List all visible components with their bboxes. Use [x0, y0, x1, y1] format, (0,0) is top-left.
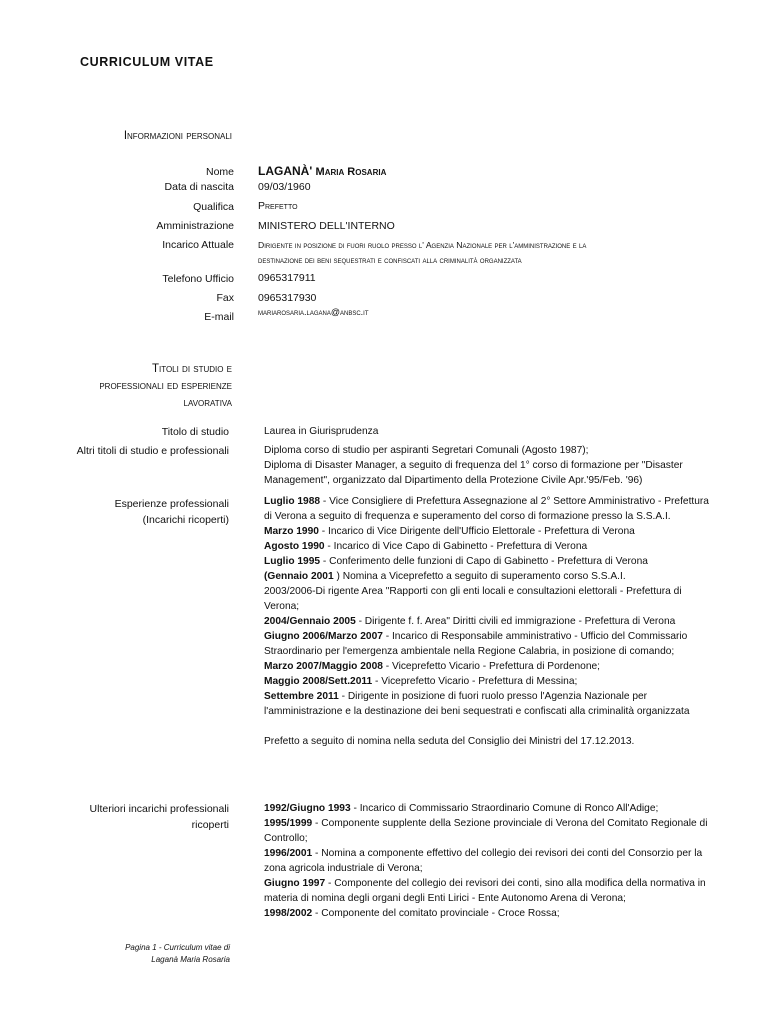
name-label: Nome: [205, 166, 234, 178]
entry-text: - Incarico di Commissario Straordinario Comune di Ronco All'Adige;: [350, 803, 659, 814]
experience-entry: [264, 614, 714, 629]
entry-text: - Conferimento delle funzioni di Capo di Gabinetto - Prefettura di Verona: [320, 556, 648, 567]
experience-closing: Prefetto a seguito di nomina nella seduta del Consiglio dei Ministri del 17.12.2013.: [264, 736, 635, 747]
further-label-line1: Ulteriori incarichi professionali: [89, 803, 229, 815]
administration-value: MINISTERO DELL'INTERNO: [258, 220, 395, 232]
qualification-value: Prefetto: [258, 200, 298, 212]
entry-text: 2003/2006-Di rigente Area "Rapporti con gli enti locali e consultazioni elettorali - Prefettura di Verona;: [264, 586, 682, 612]
current-role-line2: destinazione dei beni sequestrati e confiscati alla criminalità organizzata: [258, 255, 522, 265]
experience-label: [115, 496, 229, 528]
birth-label: Data di nascita: [164, 181, 234, 193]
further-roles-list: [264, 801, 714, 921]
entry-date: Maggio 2008/Sett.2011: [264, 676, 373, 687]
entry-text: - Incarico di Vice Capo di Gabinetto - Prefettura di Verona: [324, 541, 588, 552]
experience-entry: [264, 659, 714, 674]
other-titles-label: Altri titoli di studio e professionali: [76, 445, 229, 457]
entry-date: Settembre 2011: [264, 691, 339, 702]
administration-label: Amministrazione: [156, 220, 234, 232]
entry-date: Giugno 1997: [264, 878, 326, 889]
further-label-line2: ricoperti: [191, 819, 229, 831]
other-title-item: Diploma corso di studio per aspiranti Segretari Comunali (Agosto 1987);: [264, 445, 589, 456]
qualification-label: Qualifica: [193, 201, 234, 213]
further-entry: [264, 846, 714, 876]
footer-line2: Laganà Maria Rosaria: [151, 955, 230, 964]
entry-date: 1996/2001: [264, 848, 313, 859]
entry-text: - Componente supplente della Sezione provinciale di Verona del Comitato Regionale di Controllo;: [264, 818, 708, 844]
other-title-item: Management", organizzato dal Dipartimento della Protezione Civile Apr.'95/Feb. '96): [264, 475, 643, 486]
other-titles-list: [264, 443, 714, 488]
entry-date: Luglio 1988: [264, 496, 321, 507]
experience-label-line2: (Incarichi ricoperti): [142, 514, 229, 526]
experience-entry: [264, 524, 714, 539]
entry-text: - Nomina a componente effettivo del collegio dei revisori dei conti del Consorzio per la zona agricola industriale di Verona;: [264, 848, 703, 874]
degree-value: Laurea in Giurisprudenza: [264, 426, 379, 437]
entry-text: - Componente del collegio dei revisori dei conti, sino alla modifica della normativa in materia di nomina degli organi degli Enti Lirici - Ente Autonomo Arena di Verona;: [264, 878, 706, 904]
surname: LAGANÀ': [258, 164, 313, 178]
other-title-item: Diploma di Disaster Manager, a seguito di frequenza del 1° corso di formazione per "Disaster: [264, 460, 683, 471]
further-entry: [264, 816, 714, 846]
experience-entry: [264, 584, 714, 614]
experience-entry: [264, 629, 714, 659]
section-heading-studies: [0, 361, 232, 412]
experience-entry: [264, 554, 714, 569]
entry-text: - Componente del comitato provinciale - Croce Rossa;: [312, 908, 560, 919]
entry-date: Luglio 1995: [264, 556, 321, 567]
entry-text: - Incarico di Vice Dirigente dell'Ufficio Elettorale - Prefettura di Verona: [318, 526, 635, 537]
entry-text: - Viceprefetto Vicario - Prefettura di Messina;: [372, 676, 578, 687]
entry-text: - Dirigente in posizione di fuori ruolo presso l'Agenzia Nazionale per l'amministrazione e la destinazione dei beni sequestrati e confiscati alla criminalità organizzata: [264, 691, 690, 717]
experience-entry: [264, 569, 714, 584]
entry-date: 1992/Giugno 1993: [264, 803, 351, 814]
email-label: E-mail: [204, 311, 234, 323]
fax-label: Fax: [216, 292, 234, 304]
experience-entry: [264, 689, 714, 719]
experience-entry: [264, 674, 714, 689]
phone-label: Telefono Ufficio: [162, 273, 234, 285]
current-role-line1: Dirigente in posizione di fuori ruolo presso l' Agenzia Nazionale per l'amministrazione e la: [258, 240, 587, 250]
entry-date: (Gennaio 2001: [264, 571, 334, 582]
entry-date: Marzo 2007/Maggio 2008: [264, 661, 383, 672]
entry-text: - Viceprefetto Vicario - Prefettura di Pordenone;: [382, 661, 600, 672]
entry-date: 1998/2002: [264, 908, 313, 919]
name-value: [258, 164, 386, 178]
phone-value: 0965317911: [258, 272, 316, 284]
entry-text: - Vice Consigliere di Prefettura Assegnazione al 2° Settore Amministrativo - Prefettura di Verona a seguito di frequenza e superamento del corso di formazione presso la S.S.A.I.: [264, 496, 709, 522]
page-footer: [100, 942, 230, 966]
experience-entry: [264, 494, 714, 524]
fax-value: 0965317930: [258, 292, 317, 304]
studies-heading-line1: Titoli di studio e: [151, 363, 232, 375]
entry-date: 1995/1999: [264, 818, 313, 829]
section-heading-personal: Informazioni personali: [123, 130, 232, 142]
entry-text: ) Nomina a Viceprefetto a seguito di superamento corso S.S.A.I.: [333, 571, 626, 582]
studies-heading-line2: professionali ed esperienze: [99, 380, 232, 392]
experience-list: [264, 494, 714, 749]
entry-date: Marzo 1990: [264, 526, 319, 537]
studies-heading-line3: lavorativa: [183, 397, 232, 409]
further-roles-label: [90, 801, 229, 833]
further-entry: [264, 876, 714, 906]
experience-entry: [264, 539, 714, 554]
entry-date: 2004/Gennaio 2005: [264, 616, 356, 627]
further-entry: [264, 906, 714, 921]
entry-text: - Dirigente f. f. Area" Diritti civili ed immigrazione - Prefettura di Verona: [355, 616, 676, 627]
current-role-label: Incarico Attuale: [162, 239, 234, 251]
experience-label-line1: Esperienze professionali: [114, 498, 229, 510]
entry-date: Giugno 2006/Marzo 2007: [264, 631, 383, 642]
further-entry: [264, 801, 714, 816]
birth-value: 09/03/1960: [258, 181, 311, 193]
entry-date: Agosto 1990: [264, 541, 325, 552]
footer-line1: Pagina 1 - Curriculum vitae di: [125, 943, 230, 952]
entry-text: - Incarico di Responsabile amministrativo - Ufficio del Commissario Straordinario per l'emergenza ambientale nella Regione Calabria, in posizione di comando;: [264, 631, 688, 657]
document-title: CURRICULUM VITAE: [80, 55, 214, 69]
degree-label: Titolo di studio: [161, 426, 229, 438]
given-name: Maria Rosaria: [315, 166, 387, 178]
email-value[interactable]: mariarosaria.lagana@anbsc.it: [258, 307, 369, 317]
